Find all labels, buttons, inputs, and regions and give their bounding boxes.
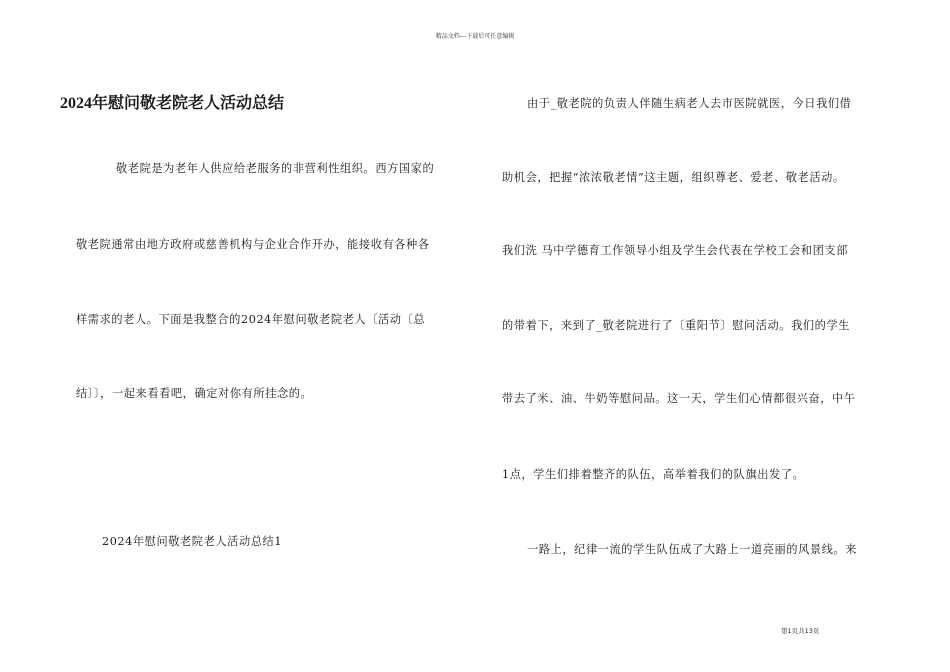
body-line-1: 由于_敬老院的负责人伴随生病老人去市医院就医，今日我们借 [527,97,852,110]
body-line-3: 我们洗 马中学德育工作领导小组及学生会代表在学校工会和团支部 [502,244,848,257]
body-line-2: 助机会，把握“浓浓敬老情”这主题，组织尊老、爱老、敬老活动。 [502,171,845,184]
intro-line-1: 敬老院是为老年人供应给老服务的非营利性组织。西方国家的 [116,162,435,175]
intro-line-3: 样需求的老人。下面是我整合的2024年慰问敬老院老人〔活动〔总 [76,313,426,326]
section-subheading: 2024年慰问敬老院老人活动总结1 [102,535,283,548]
body-line-4: 的带着下，来到了_敬老院进行了〔重阳节〕慰问活动。我们的学生 [502,319,851,332]
page-number: 第1页共13页 [781,627,820,635]
intro-line-4: 结〕〕，一起来看看吧，确定对你有所挂念的。 [76,387,313,400]
body-line-6: 1点，学生们排着整齐的队伍，高举着我们的队旗出发了。 [502,468,805,481]
header-note: 精品文档---下载后可任意编辑 [435,33,515,40]
body-line-7: 一路上，纪律一流的学生队伍成了大路上一道亮丽的风景线。来 [527,543,858,556]
body-line-5: 带去了米、油、牛奶等慰问品。这一天，学生们心情都很兴奋，中午 [502,392,856,405]
intro-line-2: 敬老院通常由地方政府或慈善机构与企业合作开办，能接收有各种各 [76,238,430,251]
document-title: 2024年慰问敬老院老人活动总结 [60,95,285,112]
